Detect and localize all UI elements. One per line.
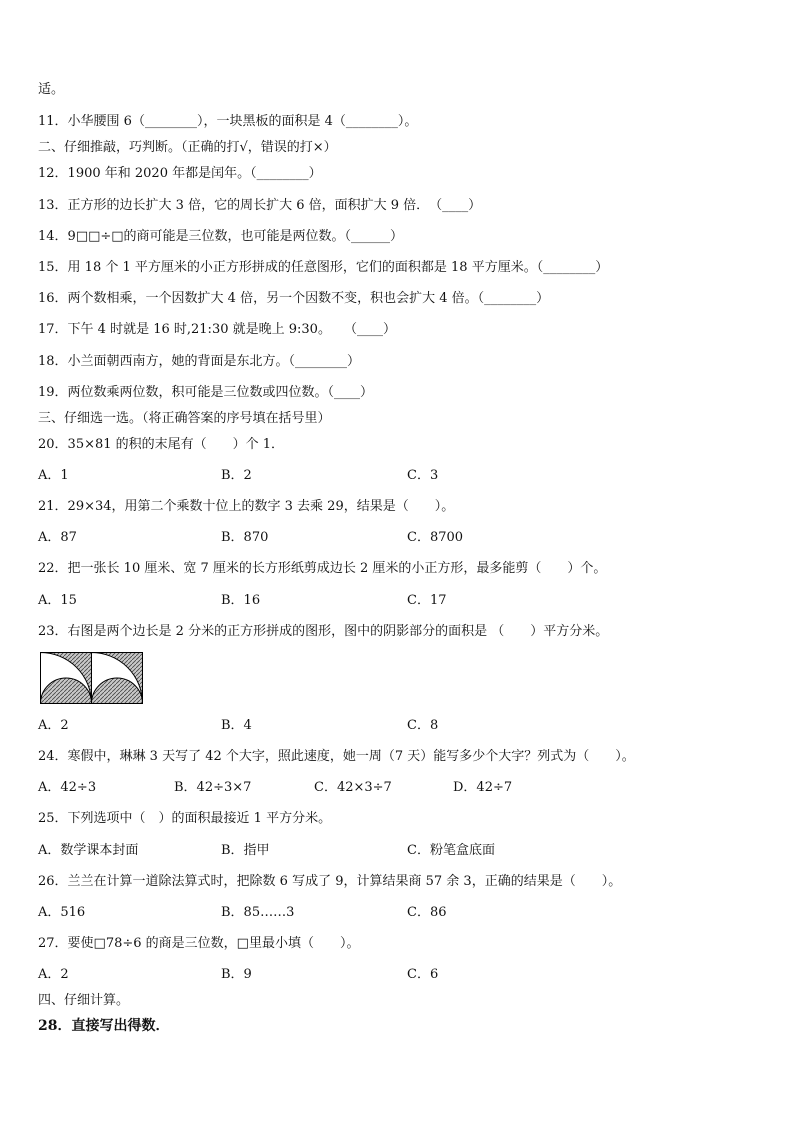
option-a: A．15 <box>38 593 77 608</box>
question-21: 21．29×34，用第二个乘数十位上的数字 3 去乘 29，结果是（ ）。 <box>38 499 455 514</box>
options-q25 <box>38 843 758 859</box>
section-3-heading: 三、仔细选一选。（将正确答案的序号填在括号里） <box>38 411 331 426</box>
options-q26 <box>38 905 758 921</box>
option-a: A．42÷3 <box>38 780 97 795</box>
option-b: B．85……3 <box>221 905 295 920</box>
section-2-heading: 二、仔细推敲，巧判断。（正确的打√，错误的打×） <box>38 140 337 155</box>
option-b: B．9 <box>221 967 252 982</box>
option-c: C．粉笔盒底面 <box>407 843 495 858</box>
option-c: C．17 <box>407 593 447 608</box>
question-12: 12．1900 年和 2020 年都是闰年。（________） <box>38 166 322 181</box>
options-q24 <box>38 780 758 796</box>
question-17: 17．下午 4 时就是 16 时,21:30 就是晚上 9:30。 （____） <box>38 322 396 337</box>
question-13: 13．正方形的边长扩大 3 倍，它的周长扩大 6 倍，面积扩大 9 倍． （____） <box>38 198 482 213</box>
question-19: 19．两位数乘两位数，积可能是三位数或四位数。（____） <box>38 385 374 400</box>
question-26: 26．兰兰在计算一道除法算式时，把除数 6 写成了 9，计算结果商 57 余 3，正确的结果是（ ）。 <box>38 874 622 889</box>
shaded-squares-figure <box>40 652 144 704</box>
option-b: B．4 <box>221 718 252 733</box>
option-b: B．42÷3×7 <box>174 780 252 795</box>
option-a: A．87 <box>38 530 77 545</box>
option-c: C．86 <box>407 905 447 920</box>
option-c: C．3 <box>407 468 439 483</box>
option-c: C．8 <box>407 718 439 733</box>
question-22: 22．把一张长 10 厘米、宽 7 厘米的长方形纸剪成边长 2 厘米的小正方形，最多能剪（ ）个。 <box>38 561 607 576</box>
question-14: 14．9□□÷□的商可能是三位数，也可能是两位数。（______） <box>38 229 404 244</box>
option-a: A．1 <box>38 468 69 483</box>
option-a: A．2 <box>38 718 69 733</box>
option-b: B．16 <box>221 593 261 608</box>
option-b: B．870 <box>221 530 269 545</box>
question-20: 20．35×81 的积的末尾有（ ）个 1． <box>38 437 285 452</box>
option-c: C．6 <box>407 967 439 982</box>
question-25: 25．下列选项中（ ）的面积最接近 1 平方分米。 <box>38 811 332 826</box>
option-a: A．516 <box>38 905 86 920</box>
question-23: 23．右图是两个边长是 2 分米的正方形拼成的图形，图中的阴影部分的面积是 （ ）平方分米。 <box>38 624 609 639</box>
options-q21 <box>38 530 758 546</box>
option-a: A．数学课本封面 <box>38 843 139 858</box>
section-4-heading: 四、仔细计算。 <box>38 993 130 1008</box>
options-q27 <box>38 967 758 983</box>
option-b: B．指甲 <box>221 843 270 858</box>
option-c: C．42×3÷7 <box>314 780 392 795</box>
options-q20 <box>38 468 758 484</box>
question-11: 11．小华腰围 6（________），一块黑板的面积是 4（________）。 <box>38 114 418 129</box>
question-28: 28．直接写出得数． <box>38 1018 170 1034</box>
option-a: A．2 <box>38 967 69 982</box>
question-18: 18．小兰面朝西南方，她的背面是东北方。（________） <box>38 354 361 369</box>
option-b: B．2 <box>221 468 252 483</box>
continued-text: 适。 <box>38 82 65 97</box>
question-24: 24．寒假中，琳琳 3 天写了 42 个大字，照此速度，她一周（7 天）能写多少个大字？列式为（ ）。 <box>38 749 635 764</box>
option-c: C．8700 <box>407 530 464 545</box>
option-d: D．42÷7 <box>453 780 513 795</box>
question-16: 16．两个数相乘，一个因数扩大 4 倍，另一个因数不变，积也会扩大 4 倍。（________） <box>38 291 550 306</box>
question-27: 27．要使□78÷6 的商是三位数，□里最小填（ ）。 <box>38 936 360 951</box>
question-15: 15．用 18 个 1 平方厘米的小正方形拼成的任意图形，它们的面积都是 18 平方厘米。（________） <box>38 260 609 275</box>
options-q23 <box>38 718 758 734</box>
options-q22 <box>38 593 758 609</box>
